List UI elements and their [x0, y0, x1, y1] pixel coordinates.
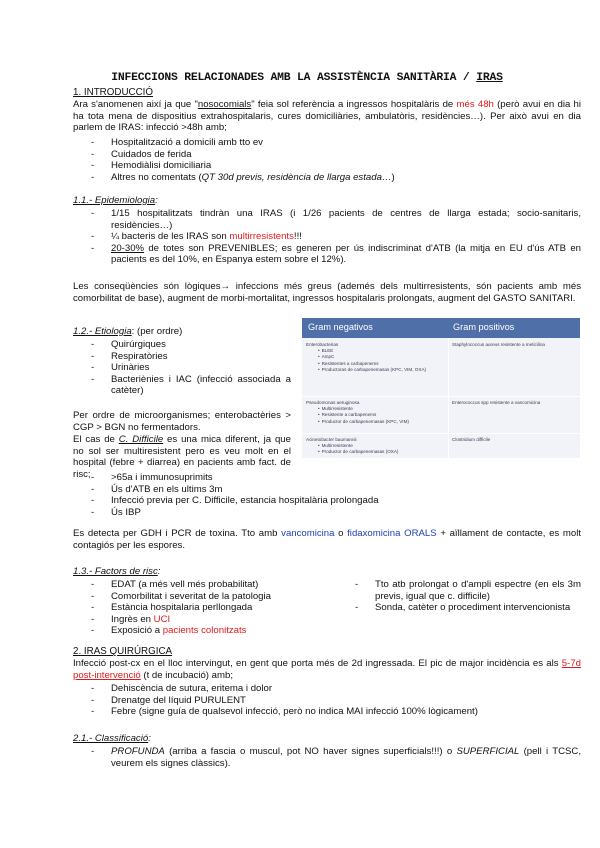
list-item: - Altres no comentats (QT 30d previs, residència de llarga estada…) — [91, 172, 571, 184]
table-cell: Enterobacterias • BLEE • AmpC • Resistentes a carbapenems • Productoras de carbapenemasas (KPC, VIM, OXA) — [306, 342, 446, 373]
risk-factors-right-list — [355, 579, 581, 614]
table-divider — [302, 433, 580, 434]
list-item: - Infecció previa per C. Difficile, estancia hospitalària prolongada — [91, 495, 571, 507]
list-item: - Hospitalització a domicili amb tto ev — [91, 137, 571, 149]
section-heading-etiologia: 1.2.- Etiologia: (per ordre) — [73, 326, 183, 337]
list-item: - Cuidados de ferida — [91, 149, 571, 161]
list-item: - Exposició a pacients colonitzats — [91, 625, 321, 637]
list-item: - Ús d'ATB en els ultims 3m — [91, 484, 571, 496]
list-item: - Bacteriènies i IAC (infecció associada a catèter) — [91, 374, 291, 397]
list-item: - Comorbilitat i severitat de la patologia — [91, 591, 321, 603]
list-item: - Febre (signe guía de qualsevol infecció, però no indica MAI infecció 100% lògicament) — [91, 706, 581, 718]
table-cell: Enterococcus spp resistente a vancomicina — [452, 400, 541, 405]
list-item: - Urinàries — [91, 362, 291, 374]
etiologia-list — [91, 339, 291, 397]
list-item: - Estància hospitalaria perllongada — [91, 602, 321, 614]
section-heading-surgical: 2. IRAS QUIRÚRGICA — [73, 646, 173, 657]
epidemiologia-list — [91, 208, 581, 266]
microorganisms-paragraph: Per ordre de microorganismes; enterobactèries > CGP > BGN no fermentadors. — [73, 410, 291, 433]
list-item: - PROFUNDA (arriba a fascia o muscul, pot NO haver signes superficials!!!) o SUPERFICIAL (pell i TCSC, veurem els signes clàssics). — [91, 746, 581, 769]
list-item: - Ús IBP — [91, 507, 571, 519]
gram-positive-header: Gram positivos — [453, 322, 515, 332]
list-item: - Quirúrgiques — [91, 339, 291, 351]
section-heading-risk-factors: 1.3.- Factors de risc: — [73, 566, 161, 577]
cdifficile-risk-list — [91, 472, 571, 518]
surgical-signs-list — [91, 683, 581, 718]
table-divider — [302, 396, 580, 397]
classification-list — [91, 746, 581, 769]
table-cell: Pseudomonas aeruginosa • Multirresistente • Resistente a carbapenems • Productor de carbapenemasas (KPC, VIM) — [306, 400, 446, 425]
gram-negative-header: Gram negativos — [308, 322, 373, 332]
gram-table — [302, 318, 580, 458]
list-item: - EDAT (a més vell més probabilitat) — [91, 579, 321, 591]
list-item: - Respiratòries — [91, 351, 291, 363]
list-item: - 20-30% de totes son PREVENIBLES; es generen per ús indiscriminat d'ATB (la mitja en EU d'ús ATB en pacients es del 10%, en Espanya estem sobre el 12%). — [91, 243, 581, 266]
risk-factors-left-list — [91, 579, 321, 637]
list-item: - ¼ bacteris de les IRAS son multirresistents!!! — [91, 231, 581, 243]
intro-paragraph: Ara s'anomenen així ja que "nosocomials" feia sol referència a ingressos hospitalàris de més 48h (però avui en dia hi ha tota mena de dispositius extrahospitalaris, cures domiciliàries, ambulatòris, residències…). Per això avui en dia parlem de IRAS: infecció >48h amb; — [73, 99, 581, 134]
list-item: - Drenatge del líquid PURULENT — [91, 695, 581, 707]
page-title: INFECCIONS RELACIONADES AMB LA ASSISTÈNCIA SANITÀRIA / IRAS — [111, 72, 503, 84]
list-item: - Tto atb prolongat o d'ampli espectre (en els 3m previs, igual que c. difficile) — [355, 579, 581, 602]
list-item: - Dehiscència de sutura, eritema i dolor — [91, 683, 581, 695]
list-item: - 1/15 hospitalitzats tindràn una IRAS (i 1/26 pacients de centres de llarga estada; socio-sanitaris, residències…) — [91, 208, 581, 231]
surgical-paragraph: Infecció post-cx en el lloc intervingut, en gent que porta més de 2d ingressada. El pic de major incidència es als 5-7d post-intervenció (t de incubació) amb; — [73, 658, 581, 681]
list-item: - Ingrès en UCI — [91, 614, 321, 626]
table-divider — [448, 338, 449, 458]
section-heading-classification: 2.1.- Classificació: — [73, 733, 151, 744]
title-abbr: IRAS — [476, 72, 503, 84]
table-cell: Acinetobacter baumannii • Multirresistente • Productor de carbapenemasas (OXA) — [306, 437, 446, 456]
table-cell: Clostridium difficile — [452, 437, 491, 442]
list-item: - Sonda, catèter o procediment intervencionista — [355, 602, 581, 614]
section-heading-epidemiologia: 1.1.- Epidemiologia: — [73, 195, 158, 206]
list-item: - >65a i immunosuprimits — [91, 472, 571, 484]
list-item: - Hemodiàlisi domiciliaria — [91, 160, 571, 172]
detection-paragraph: Es detecta per GDH i PCR de toxina. Tto amb vancomicina o fidaxomicina ORALS + aïllament de contacte, es molt contagiós per les espores. — [73, 528, 582, 551]
table-cell: Staphylococcus aureus resistente a meticilina — [452, 342, 545, 347]
intro-list — [91, 137, 571, 183]
section-heading-intro: 1. INTRODUCCIÓ — [73, 87, 154, 98]
cdifficile-paragraph: El cas de C. Difficile es una mica diferent, ja que no sol ser multiresistent pero es veu molt en el hospital (febre + diarrea) en pacients amb fact. de risc; — [73, 434, 291, 480]
consequences-paragraph: Les conseqüències són lògiques→ infeccions més greus (ademés dels multirresistents, són pacients amb més comorbilitat de base), augment de morbi-mortalitat, ingressos hospitalaris prolongats, augment del GASTO SANITARI. — [73, 281, 581, 304]
gram-table-header — [302, 318, 580, 338]
